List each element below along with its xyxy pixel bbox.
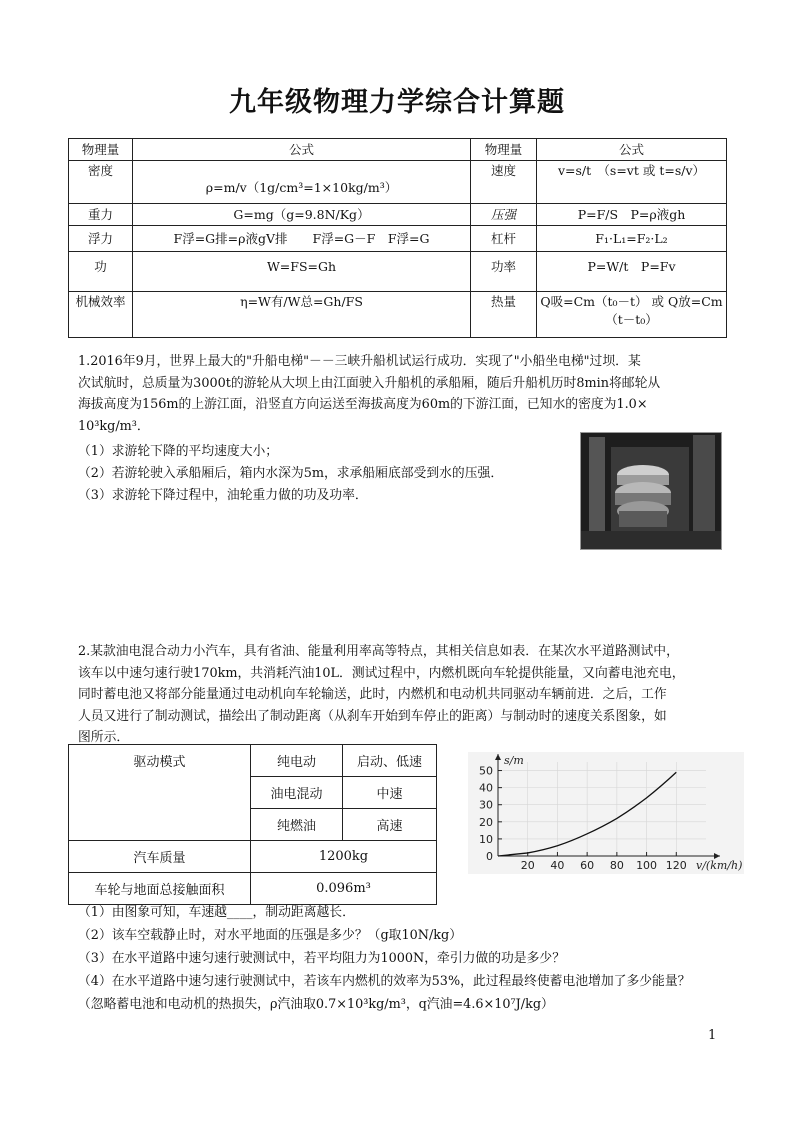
question-2-sub: （1）由图象可知，车速越____，制动距离越长． [78, 905, 355, 920]
spec-row [69, 873, 437, 905]
question-2-line: 同时蓄电池又将部分能量通过电动机向车轮输送，此时，内燃机和电动机共同驱动车辆前进．之后，工作 [78, 687, 667, 702]
formula-row [69, 292, 727, 338]
x-tick-label: 80 [609, 859, 624, 872]
x-tick-label: 20 [520, 859, 535, 872]
spec-row [69, 745, 437, 777]
formula-cell: F浮=G排=ρ液gV排 F浮=G－F F浮=G [133, 226, 471, 252]
question-2-sub: （4）在水平道路中速匀速行驶测试中，若该车内燃机的效率为53%，此过程最终使蓄电池增加了多少能量？ [78, 974, 691, 989]
formula-row [69, 204, 727, 226]
question-1-line: 1.2016年9月，世界上最大的"升船电梯"－－三峡升船机试运行成功．实现了"小船坐电梯"过坝．某 [78, 354, 641, 369]
question-2-sub: （忽略蓄电池和电动机的热损失，ρ汽油取0.7×10³kg/m³，q汽油=4.6×10⁷J/kg） [78, 997, 554, 1012]
formula-row [69, 252, 727, 292]
drive-mode-speed: 高速 [343, 809, 437, 841]
formula-cell: η=W有/W总=Gh/FS [133, 292, 471, 338]
drive-mode-speed: 启动、低速 [343, 745, 437, 777]
y-axis-label: s/m [504, 754, 524, 767]
chart-svg [468, 752, 744, 874]
quantity-cell: 杠杆 [471, 226, 537, 252]
vehicle-spec-table [68, 744, 437, 905]
ship-lift-photo [580, 432, 722, 550]
x-tick-label: 100 [636, 859, 658, 872]
formula-row [69, 226, 727, 252]
header-formula: 公式 [537, 139, 727, 161]
formula-cell: ρ=m/v（1g/cm³=1×10kg/m³） [133, 161, 471, 204]
y-tick-label: 0 [486, 850, 493, 863]
question-2-sub: （2）该车空载静止时，对水平地面的压强是多少？（g取10N/kg） [78, 928, 462, 943]
formula-cell: Q吸=Cm（t₀－t） 或 Q放=Cm（t－t₀） [537, 292, 727, 338]
x-tick-label: 40 [550, 859, 565, 872]
drive-mode-name: 纯电动 [251, 745, 343, 777]
header-quantity: 物理量 [69, 139, 133, 161]
contact-area-label: 车轮与地面总接触面积 [69, 873, 251, 905]
question-1-sub: （2）若游轮驶入承船厢后，箱内水深为5m，求承船厢底部受到水的压强． [78, 466, 504, 481]
question-2-line: 图所示． [78, 730, 130, 745]
quantity-cell: 机械效率 [69, 292, 133, 338]
y-tick-label: 10 [479, 832, 493, 846]
quantity-cell: 压强 [471, 204, 537, 226]
header-formula: 公式 [133, 139, 471, 161]
formula-cell: F₁·L₁=F₂·L₂ [537, 226, 727, 252]
spec-row [69, 841, 437, 873]
question-2-subquestions [78, 901, 738, 1016]
contact-area-value: 0.096m³ [251, 873, 437, 905]
question-1-line: 海拔高度为156m的上游江面，沿竖直方向运送至海拔高度为60m的下游江面，已知水的密度为1.0× [78, 397, 648, 412]
mass-label: 汽车质量 [69, 841, 251, 873]
x-tick-label: 60 [580, 859, 595, 872]
quantity-cell: 重力 [69, 204, 133, 226]
y-tick-label: 40 [479, 781, 493, 795]
formula-cell: W=FS=Gh [133, 252, 471, 292]
formula-cell: P=F/S P=ρ液gh [537, 204, 727, 226]
question-1-sub: （1）求游轮下降的平均速度大小； [78, 444, 279, 459]
quantity-cell: 密度 [69, 161, 133, 204]
ship-lift-illustration [581, 433, 721, 549]
formula-cell: G=mg（g=9.8N/Kg） [133, 204, 471, 226]
question-2-intro [78, 641, 728, 749]
drive-mode-name: 油电混动 [251, 777, 343, 809]
braking-distance-chart [468, 752, 744, 874]
quantity-cell: 速度 [471, 161, 537, 204]
formula-cell: v=s/t （s=vt 或 t=s/v） [537, 161, 727, 204]
y-tick-label: 20 [479, 815, 493, 829]
quantity-cell: 热量 [471, 292, 537, 338]
formula-table [68, 138, 727, 338]
question-2-sub: （3）在水平道路中速匀速行驶测试中，若平均阻力为1000N，牵引力做的功是多少？ [78, 951, 565, 966]
formula-header-row [69, 139, 727, 161]
drive-mode-speed: 中速 [343, 777, 437, 809]
drive-mode-label: 驱动模式 [69, 745, 251, 841]
page-number: 1 [708, 1028, 717, 1043]
question-1-intro [78, 351, 728, 437]
x-tick-label: 120 [665, 859, 687, 872]
question-2-line: 人员又进行了制动测试，描绘出了制动距离（从刹车开始到车停止的距离）与制动时的速度关系图象，如 [78, 708, 667, 724]
formula-row [69, 161, 727, 204]
question-1-line: 次试航时，总质量为3000t的游轮从大坝上由江面驶入升船机的承船厢，随后升船机历时8min将邮轮从 [78, 375, 661, 391]
y-tick-label: 50 [479, 764, 493, 778]
page-title: 九年级物理力学综合计算题 [229, 87, 565, 118]
question-1-line: 10³kg/m³． [78, 418, 150, 434]
question-2-line: 2.某款油电混合动力小汽车，具有省油、能量利用率高等特点，其相关信息如表．在某次水平道路测试中， [78, 644, 679, 659]
drive-mode-name: 纯燃油 [251, 809, 343, 841]
mass-value: 1200kg [251, 841, 437, 873]
header-quantity: 物理量 [471, 139, 537, 161]
question-1-subquestions [78, 441, 578, 507]
x-axis-label: v/(km/h) [696, 859, 743, 872]
question-1-sub: （3）求游轮下降过程中，油轮重力做的功及功率． [78, 488, 368, 503]
y-tick-label: 30 [479, 798, 493, 812]
quantity-cell: 功率 [471, 252, 537, 292]
question-2-line: 该车以中速匀速行驶170km，共消耗汽油10L．测试过程中，内燃机既向车轮提供能量，又向蓄电池充电， [78, 665, 685, 681]
quantity-cell: 功 [69, 252, 133, 292]
formula-cell: P=W/t P=Fv [537, 252, 727, 292]
quantity-cell: 浮力 [69, 226, 133, 252]
